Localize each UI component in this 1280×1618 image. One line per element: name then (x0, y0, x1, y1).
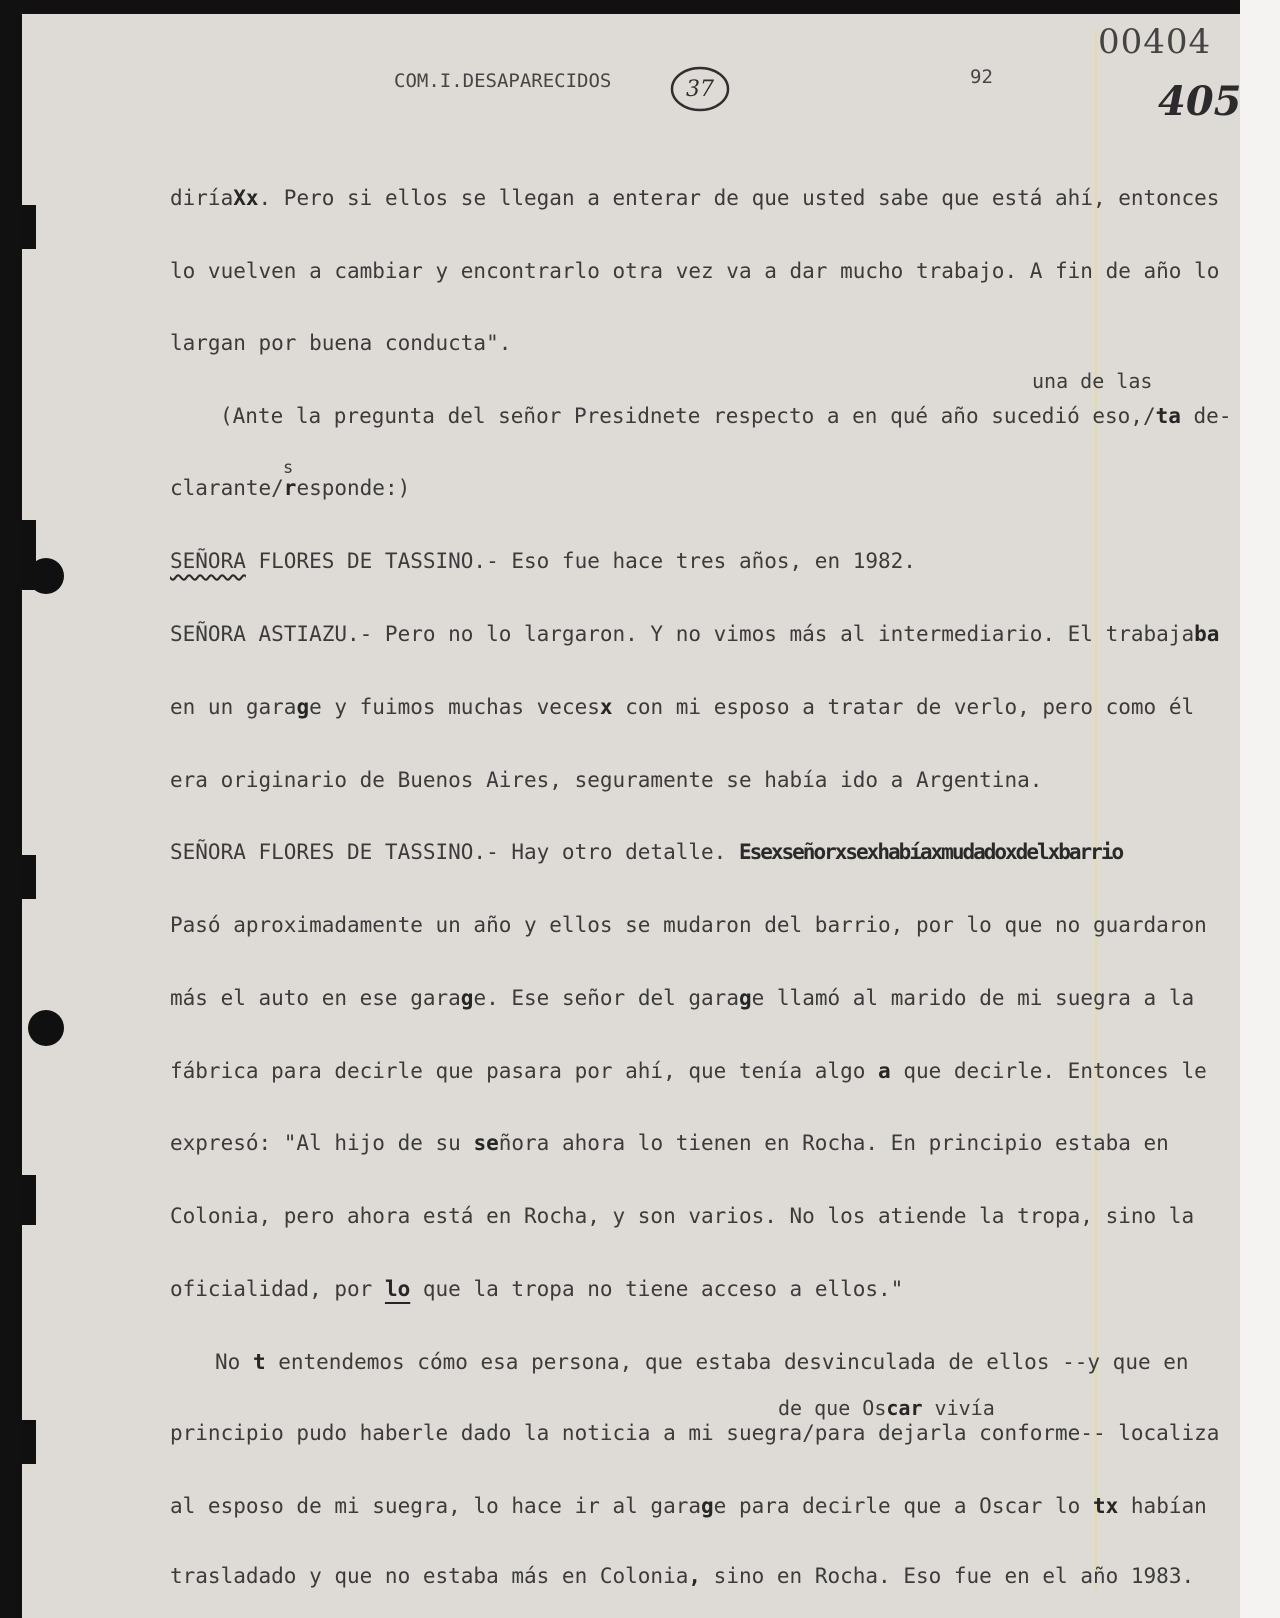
circled-page-mark (668, 64, 732, 114)
inserted-text: una de las (1032, 369, 1153, 393)
text-line-17: No t entendemos cómo esa persona, que estaba desvinculada de ellos --y que en (215, 1350, 1189, 1374)
speaker-line-astiazu: SEÑORA ASTIAZU.- Pero no lo largaron. Y no vimos más al intermediario. El trabajaba (170, 622, 1220, 646)
text-line-19: al esposo de mi suegra, lo hace ir al garage para decirle que a Oscar lo tx habían (170, 1494, 1207, 1518)
binder-tab (22, 1175, 36, 1225)
text-line-20: trasladado y que no estaba más en Colonia, sino en Rocha. Eso fue en el año 1983. (170, 1564, 1195, 1588)
text-line-15: Colonia, pero ahora está en Rocha, y son varios. No los atiende la tropa, sino la (170, 1204, 1195, 1228)
binder-tab (22, 205, 36, 249)
text-line-9: era originario de Buenos Aires, seguramente se había ido a Argentina. (170, 768, 1043, 792)
correction-mark: s (283, 458, 294, 478)
text-line-8: en un garage y fuimos muchas vecesx con mi esposo a tratar de verlo, pero como él (170, 695, 1195, 719)
binder-tab (22, 855, 36, 899)
handwritten-page-number: 405 (1158, 78, 1242, 125)
text-line-16: oficialidad, por lo que la tropa no tiene acceso a ellos." (170, 1277, 904, 1301)
document-stamp-number: 00404 (1098, 22, 1212, 62)
committee-header: COM.I.DESAPARECIDOS (394, 70, 612, 92)
text-line-14: expresó: "Al hijo de su señora ahora lo tienen en Rocha. En principio estaba en (170, 1131, 1169, 1155)
text-line-5: clarante/responde:) (170, 476, 411, 500)
punch-hole (28, 558, 64, 594)
speaker-line-flores-1: SEÑORA FLORES DE TASSINO.- Eso fue hace tres años, en 1982. (170, 549, 916, 573)
text-line-2: lo vuelven a cambiar y encontrarlo otra vez va a dar mucho trabajo. A fin de año lo (170, 259, 1220, 283)
circled-number: 37 (686, 77, 714, 102)
text-line-18: principio pudo haberle dado la noticia a mi suegra/para dejarla conforme-- localiza (170, 1421, 1220, 1445)
text-line-3: largan por buena conducta". (170, 331, 512, 355)
text-line-12: más el auto en ese garage. Ese señor del garage llamó al marido de mi suegra a la (170, 986, 1195, 1010)
document-page (22, 14, 1260, 1618)
text-line-11: Pasó aproximadamente un año y ellos se mudaron del barrio, por lo que no guardaron (170, 913, 1207, 937)
inserted-text: de que Oscar vivía (778, 1396, 995, 1420)
text-line-1: diríaXx. Pero si ellos se llegan a enterar de que usted sabe que está ahí, entonces (170, 186, 1220, 210)
page-number: 92 (970, 66, 993, 88)
speaker-line-flores-2: SEÑORA FLORES DE TASSINO.- Hay otro detalle. Esexseñorxsexhabíaxmudadoxdelxbarrio (170, 840, 1123, 864)
text-line-13: fábrica para decirle que pasara por ahí, que tenía algo a que decirle. Entonces le (170, 1059, 1207, 1083)
text-line-4: (Ante la pregunta del señor Presidnete respecto a en qué año sucedió eso,/ta de- (220, 404, 1232, 428)
punch-hole (28, 1010, 64, 1046)
binder-tab (22, 1420, 36, 1464)
page-edge (1240, 0, 1280, 1618)
